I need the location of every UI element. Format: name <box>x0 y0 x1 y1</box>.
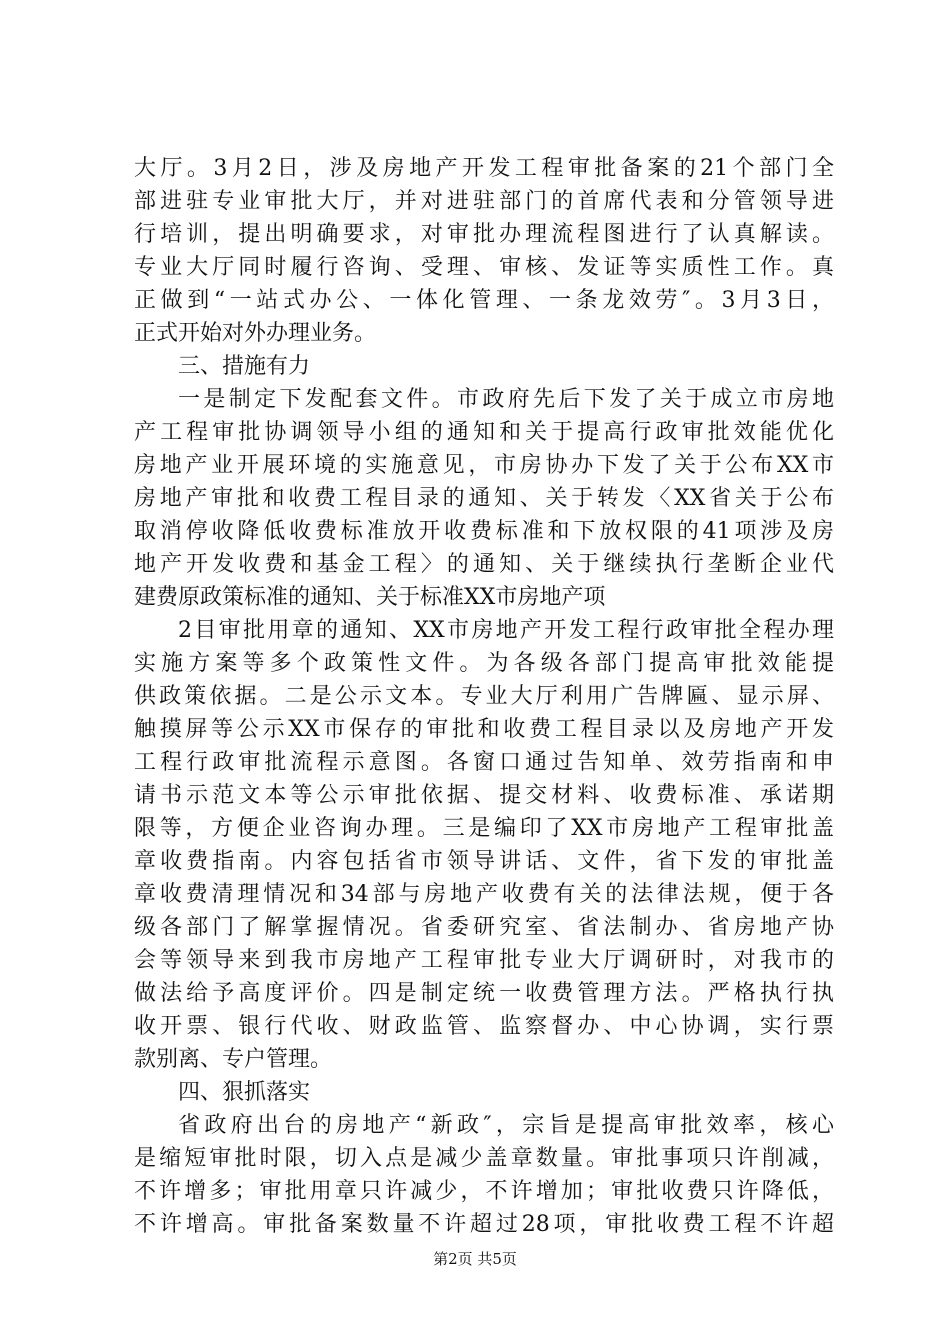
text-line: 专业大厅同时履行咨询、受理、审核、发证等实质性工作。真 <box>134 255 834 280</box>
text-line: 房地产审批和收费工程目录的通知、关于转发〈XX省关于公布 <box>134 486 834 511</box>
text-line: 房地产业开展环境的实施意见，市房协办下发了关于公布XX市 <box>134 453 834 478</box>
text-line: 建费原政策标准的通知、关于标准XX市房地产项 <box>134 585 606 610</box>
text-line: 工程行政审批流程示意图。各窗口通过告知单、效劳指南和申 <box>134 750 834 775</box>
text-line: 一是制定下发配套文件。市政府先后下发了关于成立市房地 <box>178 387 834 412</box>
text-line: 是缩短审批时限，切入点是减少盖章数量。审批事项只许削减， <box>134 1146 834 1171</box>
text-line: 2目审批用章的通知、XX市房地产开发工程行政审批全程办理 <box>178 618 834 643</box>
document-body <box>134 152 834 1241</box>
text-line: 省政府出台的房地产“新政″，宗旨是提高审批效率，核心 <box>178 1113 834 1138</box>
text-line: 不许增多；审批用章只许减少，不许增加；审批收费只许降低， <box>134 1179 834 1204</box>
text-line: 章收费指南。内容包括省市领导讲话、文件，省下发的审批盖 <box>134 849 834 874</box>
text-line: 地产开发收费和基金工程〉的通知、关于继续执行垄断企业代 <box>134 552 834 577</box>
text-line: 四、狠抓落实 <box>178 1080 311 1105</box>
text-line: 不许增高。审批备案数量不许超过28项，审批收费工程不许超 <box>134 1212 834 1237</box>
text-line: 产工程审批协调领导小组的通知和关于提高行政审批效能优化 <box>134 420 834 445</box>
text-line: 正做到“一站式办公、一体化管理、一条龙效劳″。3月3日， <box>134 288 834 313</box>
page-number-label: 第2页 共5页 <box>433 1250 517 1268</box>
text-line: 会等领导来到我市房地产工程审批专业大厅调研时，对我市的 <box>134 948 834 973</box>
text-line: 限等，方便企业咨询办理。三是编印了XX市房地产工程审批盖 <box>134 816 834 841</box>
text-line: 部进驻专业审批大厅，并对进驻部门的首席代表和分管领导进 <box>134 189 834 214</box>
text-line: 取消停收降低收费标准放开收费标准和下放权限的41项涉及房 <box>134 519 834 544</box>
page-footer <box>0 1248 950 1270</box>
text-line: 供政策依据。二是公示文本。专业大厅利用广告牌匾、显示屏、 <box>134 684 834 709</box>
text-line: 三、措施有力 <box>178 354 311 379</box>
text-line: 级各部门了解掌握情况。省委研究室、省法制办、省房地产协 <box>134 915 834 940</box>
text-line: 正式开始对外办理业务。 <box>134 321 377 346</box>
text-line: 请书示范文本等公示审批依据、提交材料、收费标准、承诺期 <box>134 783 834 808</box>
text-line: 实施方案等多个政策性文件。为各级各部门提高审批效能提 <box>134 651 834 676</box>
text-line: 收开票、银行代收、财政监管、监察督办、中心协调，实行票 <box>134 1014 834 1039</box>
text-line: 做法给予高度评价。四是制定统一收费管理方法。严格执行执 <box>134 981 834 1006</box>
text-line: 款别离、专户管理。 <box>134 1047 333 1072</box>
text-line: 行培训，提出明确要求，对审批办理流程图进行了认真解读。 <box>134 222 834 247</box>
text-line: 章收费清理情况和34部与房地产收费有关的法律法规，便于各 <box>134 882 834 907</box>
text-line: 大厅。3月2日，涉及房地产开发工程审批备案的21个部门全 <box>134 156 834 181</box>
text-line: 触摸屏等公示XX市保存的审批和收费工程目录以及房地产开发 <box>134 717 834 742</box>
